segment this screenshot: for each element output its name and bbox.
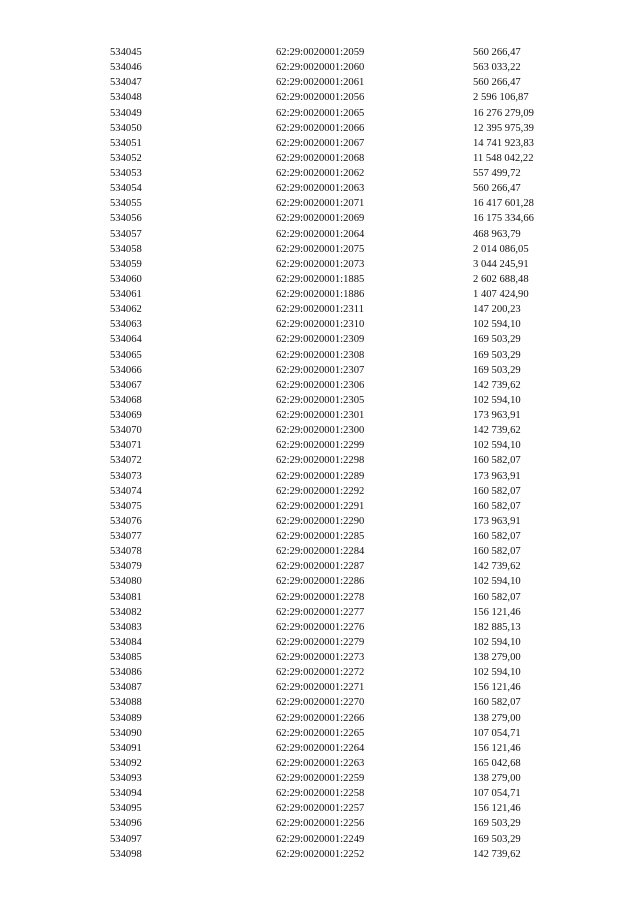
table-row [110,257,573,272]
cadastral-number-cell: 62:29:0020001:2298 [276,455,365,467]
table-row [110,75,573,90]
record-number-cell: 534091 [110,742,142,754]
record-number-cell: 534090 [110,727,142,739]
table-row [110,469,573,484]
cadastral-value-cell: 16 417 601,28 [473,198,534,210]
record-number-cell: 534072 [110,455,142,467]
cadastral-number-cell: 62:29:0020001:2306 [276,379,365,391]
record-number-cell: 534060 [110,273,142,285]
record-number-cell: 534086 [110,667,142,679]
cadastral-number-cell: 62:29:0020001:2289 [276,470,365,482]
record-number-cell: 534089 [110,712,142,724]
cadastral-value-cell: 102 594,10 [473,440,521,452]
cadastral-number-cell: 62:29:0020001:2061 [276,77,365,89]
record-number-cell: 534096 [110,818,142,830]
table-row [110,211,573,226]
cadastral-value-cell: 173 963,91 [473,515,521,527]
cadastral-value-cell: 560 266,47 [473,77,521,89]
cadastral-number-cell: 62:29:0020001:2299 [276,440,365,452]
cadastral-value-cell: 138 279,00 [473,652,521,663]
cadastral-value-cell: 160 582,07 [473,485,521,497]
table-row [110,287,573,302]
record-number-cell: 534062 [110,304,142,316]
cadastral-value-cell: 156 121,46 [473,682,521,694]
record-number-cell: 534080 [110,576,142,588]
record-number-cell: 534067 [110,379,142,391]
record-number-cell: 534065 [110,349,142,361]
cadastral-number-cell: 62:29:0020001:2258 [276,788,365,800]
record-number-cell: 534092 [110,757,142,769]
table-row [110,544,573,559]
cadastral-number-cell: 62:29:0020001:2272 [276,667,365,679]
record-number-cell: 534094 [110,788,142,800]
table-row [110,529,573,544]
record-number-cell: 534050 [110,122,142,134]
cadastral-number-cell: 62:29:0020001:2056 [276,92,365,104]
cadastral-number-cell: 62:29:0020001:2068 [276,152,365,164]
record-number-cell: 534057 [110,228,142,240]
cadastral-value-cell: 12 395 975,39 [473,122,534,134]
cadastral-value-cell: 160 582,07 [473,591,521,603]
table-row [110,45,573,60]
record-number-cell: 534075 [110,500,142,512]
cadastral-number-cell: 62:29:0020001:2059 [276,47,365,58]
table-row [110,378,573,393]
cadastral-number-cell: 62:29:0020001:2270 [276,697,365,709]
cadastral-number-cell: 62:29:0020001:2266 [276,712,365,724]
cadastral-number-cell: 62:29:0020001:2284 [276,546,365,558]
record-number-cell: 534054 [110,183,142,195]
table-row [110,332,573,347]
table-row [110,317,573,332]
table-row [110,60,573,75]
cadastral-value-cell: 102 594,10 [473,319,521,331]
record-number-cell: 534097 [110,833,142,845]
table-row [110,635,573,650]
table-row [110,302,573,317]
record-number-cell: 534069 [110,410,142,421]
record-number-cell: 534098 [110,848,142,860]
table-row [110,620,573,635]
table-row [110,272,573,287]
record-number-cell: 534053 [110,168,142,179]
cadastral-value-cell: 142 739,62 [473,379,521,391]
record-number-cell: 534085 [110,652,142,663]
record-number-cell: 534087 [110,682,142,694]
cadastral-value-cell: 142 739,62 [473,425,521,437]
table-row [110,711,573,726]
table-row [110,227,573,242]
table-row [110,196,573,211]
cadastral-value-cell: 14 741 923,83 [473,137,534,149]
table-row [110,559,573,574]
record-number-cell: 534076 [110,515,142,527]
table-row [110,453,573,468]
record-number-cell: 534064 [110,334,142,346]
cadastral-value-cell: 169 503,29 [473,364,521,376]
table-row [110,726,573,741]
cadastral-number-cell: 62:29:0020001:1885 [276,273,365,285]
table-row [110,695,573,710]
cadastral-value-cell: 1 407 424,90 [473,289,529,300]
cadastral-value-cell: 160 582,07 [473,546,521,558]
cadastral-value-cell: 16 175 334,66 [473,213,534,225]
cadastral-number-cell: 62:29:0020001:2075 [276,243,365,255]
table-body [110,45,573,862]
record-number-cell: 534071 [110,440,142,452]
table-row [110,136,573,151]
cadastral-value-cell: 102 594,10 [473,576,521,588]
cadastral-value-cell: 156 121,46 [473,742,521,754]
cadastral-value-cell: 156 121,46 [473,803,521,815]
cadastral-value-cell: 102 594,10 [473,636,521,648]
record-number-cell: 534061 [110,289,142,300]
cadastral-value-cell: 102 594,10 [473,667,521,679]
cadastral-number-cell: 62:29:0020001:2067 [276,137,365,149]
cadastral-value-cell: 557 499,72 [473,168,521,179]
table-row [110,242,573,257]
table-row [110,363,573,378]
record-number-cell: 534074 [110,485,142,497]
cadastral-value-cell: 142 739,62 [473,848,521,860]
cadastral-value-cell: 169 503,29 [473,349,521,361]
cadastral-value-cell: 11 548 042,22 [473,152,534,164]
cadastral-number-cell: 62:29:0020001:1886 [276,289,365,300]
cadastral-number-cell: 62:29:0020001:2286 [276,576,365,588]
record-number-cell: 534088 [110,697,142,709]
record-number-cell: 534051 [110,137,142,149]
record-number-cell: 534095 [110,803,142,815]
table-row [110,605,573,620]
cadastral-number-cell: 62:29:0020001:2311 [276,304,364,316]
cadastral-number-cell: 62:29:0020001:2309 [276,334,365,346]
record-number-cell: 534063 [110,319,142,331]
table-row [110,151,573,166]
table-row [110,847,573,862]
cadastral-number-cell: 62:29:0020001:2279 [276,636,365,648]
record-number-cell: 534077 [110,531,142,542]
table-row [110,90,573,105]
table-row [110,786,573,801]
cadastral-value-cell: 3 044 245,91 [473,258,529,270]
record-number-cell: 534083 [110,621,142,633]
record-number-cell: 534047 [110,77,142,89]
table-row [110,499,573,514]
cadastral-number-cell: 62:29:0020001:2263 [276,757,365,769]
table-row [110,166,573,181]
cadastral-number-cell: 62:29:0020001:2071 [276,198,365,210]
record-number-cell: 534048 [110,92,142,104]
cadastral-number-cell: 62:29:0020001:2265 [276,727,365,739]
cadastral-value-cell: 138 279,00 [473,712,521,724]
cadastral-number-cell: 62:29:0020001:2305 [276,394,365,406]
table-row [110,484,573,499]
cadastral-number-cell: 62:29:0020001:2069 [276,213,365,225]
cadastral-number-cell: 62:29:0020001:2064 [276,228,365,240]
cadastral-number-cell: 62:29:0020001:2277 [276,606,365,618]
cadastral-value-cell: 107 054,71 [473,788,521,800]
cadastral-value-cell: 160 582,07 [473,455,521,467]
cadastral-number-cell: 62:29:0020001:2300 [276,425,365,437]
table-row [110,574,573,589]
record-number-cell: 534055 [110,198,142,210]
record-number-cell: 534045 [110,47,142,58]
table-row [110,393,573,408]
record-number-cell: 534082 [110,606,142,618]
table-row [110,832,573,847]
cadastral-value-cell: 107 054,71 [473,727,521,739]
cadastral-value-cell: 142 739,62 [473,561,521,573]
record-number-cell: 534079 [110,561,142,573]
cadastral-value-cell: 102 594,10 [473,394,521,406]
cadastral-number-cell: 62:29:0020001:2249 [276,833,365,845]
cadastral-value-cell: 138 279,00 [473,773,521,784]
cadastral-number-cell: 62:29:0020001:2073 [276,258,365,270]
cadastral-number-cell: 62:29:0020001:2301 [276,410,365,421]
table-row [110,121,573,136]
cadastral-value-cell: 560 266,47 [473,47,521,58]
record-number-cell: 534046 [110,62,142,74]
table-row [110,801,573,816]
table-row [110,665,573,680]
cadastral-number-cell: 62:29:0020001:2308 [276,349,365,361]
table-row [110,514,573,529]
cadastral-value-cell: 160 582,07 [473,697,521,709]
cadastral-number-cell: 62:29:0020001:2063 [276,183,365,195]
cadastral-number-cell: 62:29:0020001:2291 [276,500,365,512]
cadastral-value-cell: 173 963,91 [473,470,521,482]
cadastral-value-cell: 16 276 279,09 [473,107,534,119]
cadastral-number-cell: 62:29:0020001:2066 [276,122,365,134]
cadastral-value-cell: 156 121,46 [473,606,521,618]
cadastral-value-cell: 2 014 086,05 [473,243,529,255]
record-number-cell: 534081 [110,591,142,603]
cadastral-value-cell: 182 885,13 [473,621,521,633]
cadastral-value-cell: 468 963,79 [473,228,521,240]
record-number-cell: 534049 [110,107,142,119]
record-number-cell: 534059 [110,258,142,270]
cadastral-value-cell: 160 582,07 [473,531,521,542]
table-row [110,348,573,363]
record-number-cell: 534052 [110,152,142,164]
cadastral-value-cell: 2 602 688,48 [473,273,529,285]
cadastral-value-cell: 169 503,29 [473,818,521,830]
cadastral-number-cell: 62:29:0020001:2065 [276,107,365,119]
record-number-cell: 534056 [110,213,142,225]
cadastral-number-cell: 62:29:0020001:2264 [276,742,365,754]
cadastral-value-cell: 169 503,29 [473,833,521,845]
cadastral-value-cell: 563 033,22 [473,62,521,74]
cadastral-number-cell: 62:29:0020001:2273 [276,652,365,663]
record-number-cell: 534058 [110,243,142,255]
cadastral-value-cell: 2 596 106,87 [473,92,529,104]
record-number-cell: 534084 [110,636,142,648]
cadastral-number-cell: 62:29:0020001:2252 [276,848,365,860]
table-row [110,741,573,756]
cadastral-value-cell: 160 582,07 [473,500,521,512]
table-row [110,756,573,771]
cadastral-number-cell: 62:29:0020001:2060 [276,62,365,74]
table-row [110,650,573,665]
table-row [110,590,573,605]
record-number-cell: 534093 [110,773,142,784]
table-row [110,680,573,695]
cadastral-value-cell: 165 042,68 [473,757,521,769]
table-row [110,816,573,831]
record-number-cell: 534070 [110,425,142,437]
cadastral-number-cell: 62:29:0020001:2257 [276,803,365,815]
cadastral-value-cell: 560 266,47 [473,183,521,195]
cadastral-value-cell: 147 200,23 [473,304,521,316]
cadastral-number-cell: 62:29:0020001:2310 [276,319,365,331]
record-number-cell: 534068 [110,394,142,406]
record-number-cell: 534066 [110,364,142,376]
cadastral-value-table [110,45,573,862]
table-row [110,423,573,438]
cadastral-number-cell: 62:29:0020001:2278 [276,591,365,603]
table-row [110,181,573,196]
cadastral-number-cell: 62:29:0020001:2259 [276,773,365,784]
cadastral-number-cell: 62:29:0020001:2256 [276,818,365,830]
cadastral-number-cell: 62:29:0020001:2292 [276,485,365,497]
cadastral-number-cell: 62:29:0020001:2271 [276,682,365,694]
table-row [110,438,573,453]
record-number-cell: 534078 [110,546,142,558]
table-row [110,408,573,423]
cadastral-number-cell: 62:29:0020001:2062 [276,168,365,179]
cadastral-value-cell: 169 503,29 [473,334,521,346]
cadastral-number-cell: 62:29:0020001:2276 [276,621,365,633]
cadastral-number-cell: 62:29:0020001:2285 [276,531,365,542]
cadastral-value-cell: 173 963,91 [473,410,521,421]
record-number-cell: 534073 [110,470,142,482]
table-row [110,771,573,786]
table-row [110,106,573,121]
cadastral-number-cell: 62:29:0020001:2287 [276,561,365,573]
cadastral-number-cell: 62:29:0020001:2290 [276,515,365,527]
cadastral-number-cell: 62:29:0020001:2307 [276,364,365,376]
